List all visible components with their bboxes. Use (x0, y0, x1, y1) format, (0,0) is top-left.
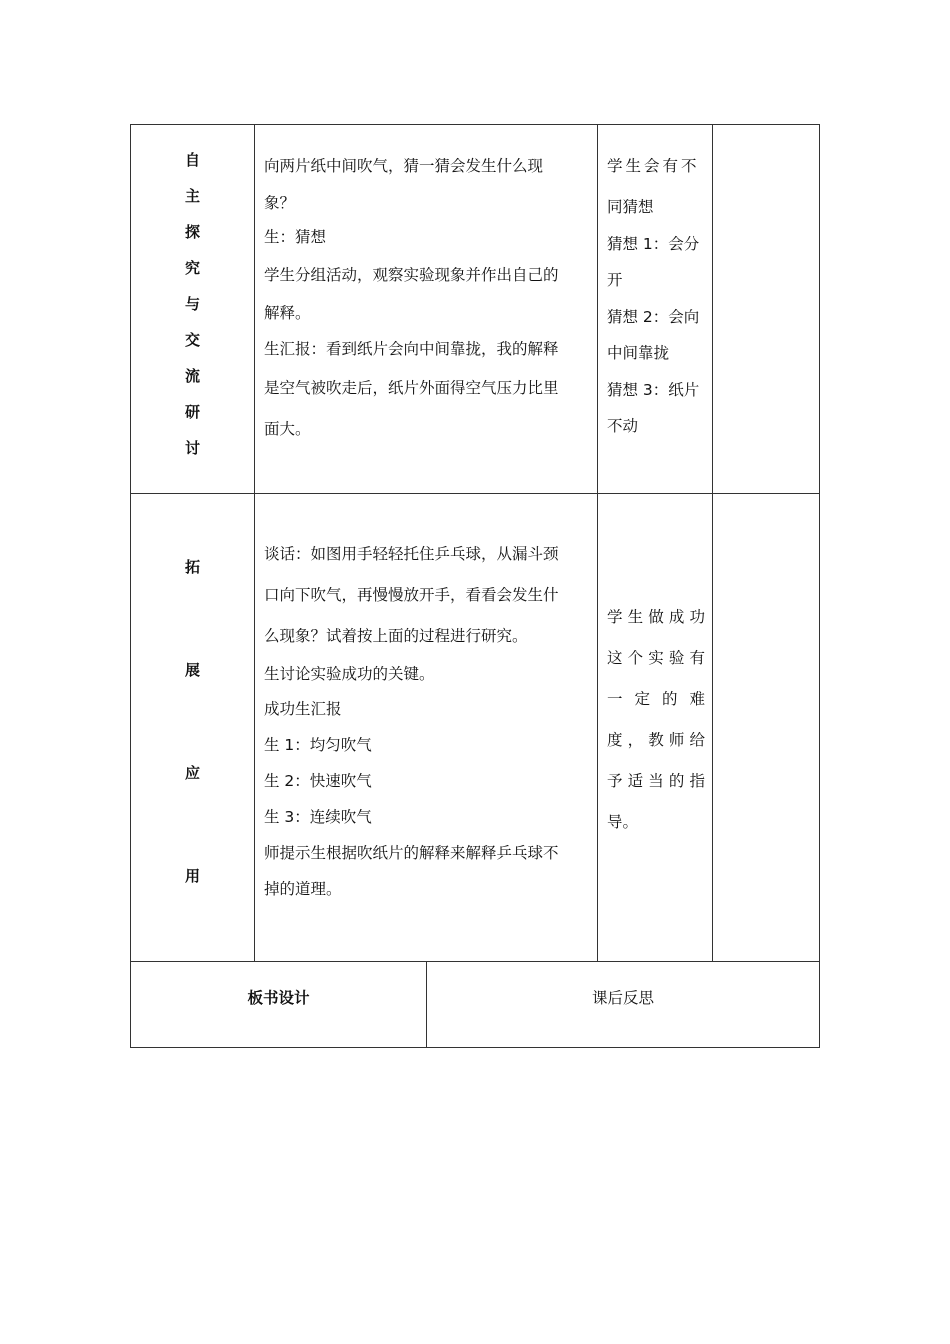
text-line: 开 (607, 271, 623, 289)
text-line: 猜想 1：会分 (607, 235, 700, 253)
stage-label-apply (131, 557, 254, 896)
stage-char: 探 (184, 223, 200, 241)
text-line: 学生会有不 (607, 157, 700, 175)
text-line: 学生分组活动，观察实验现象并作出自己的 (264, 266, 559, 284)
text-line: 猜想 2：会向 (607, 308, 700, 326)
stage-char: 应 (184, 764, 200, 782)
text-line: 生：猜想 (264, 228, 327, 246)
student-activity-apply (607, 597, 705, 843)
stage-char: 展 (184, 661, 200, 679)
text-line: 同猜想 (607, 198, 654, 216)
text-line: 师提示生根据吹纸片的解释来解释乒乓球不 (264, 844, 559, 862)
text-line: 向两片纸中间吹气，猜一猜会发生什么现 (264, 157, 544, 175)
text-line: 生讨论实验成功的关键。 (264, 665, 435, 683)
row-divider-1 (130, 493, 820, 494)
column-divider-1 (254, 124, 255, 962)
stage-label-explore (131, 150, 254, 474)
text-line: 是空气被吹走后，纸片外面得空气压力比里 (264, 379, 559, 397)
stage-char: 交 (184, 331, 200, 349)
board-design-label: 板书设计 (247, 989, 310, 1007)
text-line: 掉的道理。 (264, 880, 342, 898)
stage-char: 用 (184, 867, 200, 885)
reflection-label: 课后反思 (591, 989, 654, 1007)
text-line: 生 1：均匀吹气 (264, 736, 372, 754)
text-line: 予适当的指 (607, 772, 705, 790)
text-line: 象？ (264, 194, 296, 212)
text-line: 不动 (607, 417, 639, 435)
text-line: 猜想 3：纸片 (607, 381, 700, 399)
text-line: 中间靠拢 (607, 344, 670, 362)
teaching-process-explore (264, 146, 590, 450)
text-line: 生 2：快速吹气 (264, 772, 372, 790)
text-line: 导。 (607, 813, 639, 831)
column-divider-3 (712, 124, 713, 962)
stage-char: 流 (184, 367, 200, 385)
text-line: 度，教师给 (607, 731, 705, 749)
text-line: 解释。 (264, 304, 311, 322)
text-line: 生 3：连续吹气 (264, 808, 372, 826)
text-line: 么现象？试着按上面的过程进行研究。 (264, 627, 528, 645)
column-divider-2 (597, 124, 598, 962)
stage-char: 自 (184, 151, 200, 169)
text-line: 生汇报：看到纸片会向中间靠拢，我的解释 (264, 340, 559, 358)
text-line: 面大。 (264, 420, 311, 438)
text-line: 口向下吹气，再慢慢放开手，看看会发生什 (264, 586, 559, 604)
stage-char: 讨 (184, 439, 200, 457)
text-line: 成功生汇报 (264, 700, 342, 718)
text-line: 谈话：如图用手轻轻托住乒乓球，从漏斗颈 (264, 545, 559, 563)
text-line: 这个实验有 (607, 649, 705, 667)
stage-char: 与 (184, 295, 200, 313)
stage-char: 拓 (184, 558, 200, 576)
stage-char: 研 (184, 403, 200, 421)
text-line: 一定的难 (607, 690, 705, 708)
stage-char: 主 (184, 187, 200, 205)
teaching-process-apply (264, 534, 590, 907)
stage-char: 究 (184, 259, 200, 277)
student-activity-explore (607, 146, 705, 447)
text-line: 学生做成功 (607, 608, 705, 626)
